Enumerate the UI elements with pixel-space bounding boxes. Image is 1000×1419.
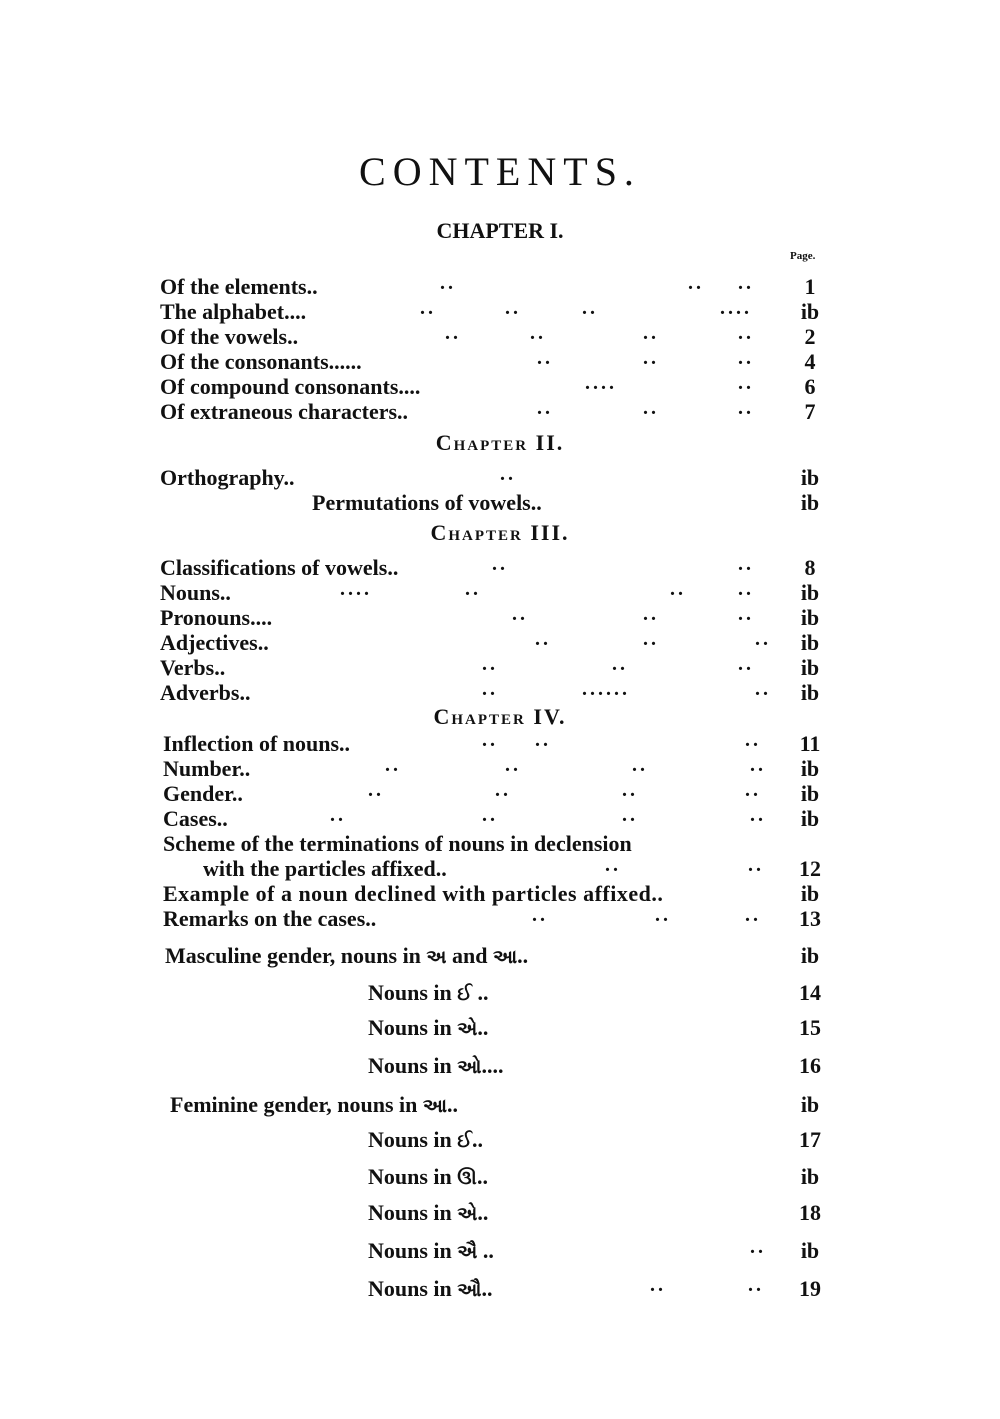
leader-dots: .. (738, 653, 754, 675)
entry-label-text: Nouns in (368, 1127, 452, 1152)
leader-dots: .. (482, 678, 498, 700)
leader-dots: .. (440, 272, 456, 294)
leader-dots: .. (492, 553, 508, 575)
entry-label-text: Nouns in (368, 980, 452, 1005)
gujarati-letter: એ (457, 1203, 478, 1225)
leader-dots: .. (445, 322, 461, 344)
leader-dots: .... (720, 297, 752, 319)
entry-label-dots: .. (482, 1238, 494, 1263)
entry-label: Pronouns.... (160, 605, 273, 630)
entry-label-and: and (451, 943, 488, 968)
gujarati-letter: ઈ (457, 1130, 472, 1152)
leader-dots: .. (738, 272, 754, 294)
leader-dots: .. (643, 347, 659, 369)
leader-dots: .. (537, 347, 553, 369)
entry-page: 8 (804, 555, 816, 580)
leader-dots: .. (755, 678, 771, 700)
entry-label (368, 1164, 488, 1191)
entry-label (368, 1276, 492, 1303)
entry-label: Adjectives.. (160, 630, 269, 655)
entry-label-dots: .. (477, 1015, 489, 1040)
entry-page: 11 (799, 731, 821, 756)
entry-label: Of the consonants...... (160, 349, 362, 374)
chapter-1-heading: CHAPTER I. (436, 218, 564, 243)
entry-label-text: Feminine gender, nouns in (170, 1092, 418, 1117)
leader-dots: .. (582, 297, 598, 319)
entry-label-dots: .. (481, 1276, 493, 1301)
gujarati-letter: ઐ (457, 1241, 478, 1263)
entry-label: Gender.. (163, 781, 243, 806)
entry-page: 18 (799, 1200, 821, 1225)
entry-page: ib (800, 881, 820, 906)
chapter-4-heading: Chapter IV. (433, 704, 567, 729)
entry-label-text: Nouns in (368, 1164, 452, 1189)
leader-dots: .. (738, 578, 754, 600)
entry-label-dots: .. (471, 1127, 483, 1152)
scheme-line-2: with the particles affixed.. (203, 856, 447, 881)
page-column-header: Page. (790, 250, 816, 262)
scheme-line-1: Scheme of the terminations of nouns in declension (163, 831, 632, 856)
leader-dots: ...... (582, 678, 630, 700)
leader-dots: .. (738, 347, 754, 369)
entry-label-dots: .. (517, 943, 529, 968)
entry-page: 17 (799, 1127, 821, 1152)
leader-dots: .. (530, 322, 546, 344)
chapter-2-heading: Chapter II. (435, 430, 565, 455)
entry-label-text: Nouns in (368, 1015, 452, 1040)
leader-dots: .. (745, 729, 761, 751)
leader-dots: .. (738, 553, 754, 575)
entry-page: ib (800, 756, 820, 781)
entry-page: 14 (799, 980, 821, 1005)
entry-label (368, 1053, 503, 1080)
entry-page: ib (800, 465, 820, 490)
entry-label-text: Nouns in (368, 1200, 452, 1225)
leader-dots: .. (655, 904, 671, 926)
leader-dots: .. (643, 603, 659, 625)
leader-dots: .. (495, 779, 511, 801)
entry-label-text: Masculine gender, nouns in (165, 943, 421, 968)
leader-dots: .. (605, 854, 621, 876)
leader-dots: .. (748, 854, 764, 876)
entry-label (368, 1200, 488, 1227)
leader-dots: .. (643, 397, 659, 419)
entry-page: ib (800, 1164, 820, 1189)
gujarati-letter: એ (457, 1018, 478, 1040)
leader-dots: .. (643, 628, 659, 650)
entry-page: 4 (804, 349, 816, 374)
gujarati-letter: આ (492, 946, 518, 968)
leader-dots: .. (650, 1274, 666, 1296)
entry-page: ib (800, 943, 820, 968)
entry-page: ib (800, 1092, 820, 1117)
entry-page: ib (800, 1238, 820, 1263)
entry-page: ib (800, 806, 820, 831)
leader-dots: .. (622, 779, 638, 801)
leader-dots: .. (330, 804, 346, 826)
gujarati-letter: આ (422, 1095, 448, 1117)
entry-label: Of compound consonants.... (160, 374, 421, 399)
entry-label-text: Nouns in (368, 1276, 452, 1301)
leader-dots: .. (612, 653, 628, 675)
leader-dots: .. (500, 463, 516, 485)
entry-page: 7 (804, 399, 816, 424)
entry-label (368, 980, 488, 1007)
leader-dots: .. (420, 297, 436, 319)
entry-label (165, 943, 528, 970)
entry-label (368, 1238, 494, 1265)
entry-label-text: Nouns in (368, 1053, 452, 1078)
entry-label-dots: .. (477, 980, 489, 1005)
scheme-entry[interactable] (163, 831, 773, 881)
leader-dots: .. (748, 1274, 764, 1296)
entry-page: ib (800, 630, 820, 655)
leader-dots: .. (482, 804, 498, 826)
entry-label: Orthography.. (160, 465, 295, 490)
entry-label-dots: .. (477, 1200, 489, 1225)
leader-dots: .. (535, 628, 551, 650)
entry-label-text: Nouns in (368, 1238, 452, 1263)
leader-dots: .. (670, 578, 686, 600)
leader-dots: .. (535, 729, 551, 751)
entry-label: Adverbs.. (160, 680, 251, 705)
leader-dots: .. (482, 729, 498, 751)
entry-label: The alphabet.... (160, 299, 307, 324)
leader-dots: .. (643, 322, 659, 344)
entry-label: Of the elements.. (160, 274, 318, 299)
entry-page: 19 (799, 1276, 821, 1301)
leader-dots: .. (738, 603, 754, 625)
leader-dots: .. (750, 754, 766, 776)
entry-label: Permutations of vowels.. (312, 490, 542, 515)
leader-dots: .. (738, 397, 754, 419)
entry-label (368, 1127, 483, 1154)
entry-label: Inflection of nouns.. (163, 731, 351, 756)
entry-label: Classifications of vowels.. (160, 555, 399, 580)
entry-page: 6 (804, 374, 816, 399)
gujarati-letter: ઊ (457, 1167, 477, 1189)
leader-dots: .. (755, 628, 771, 650)
gujarati-letter: અ (426, 946, 447, 968)
leader-dots: .. (622, 804, 638, 826)
leader-dots: .. (482, 653, 498, 675)
entry-page: ib (800, 605, 820, 630)
leader-dots: .. (505, 754, 521, 776)
entry-page: ib (800, 680, 820, 705)
gujarati-letter: ઔ (457, 1279, 482, 1301)
entry-label: Of the vowels.. (160, 324, 299, 349)
leader-dots: .. (465, 578, 481, 600)
leader-dots: .. (738, 322, 754, 344)
entry-label: Of extraneous characters.. (160, 399, 409, 424)
entry-label: Verbs.. (160, 655, 226, 680)
entry-label (368, 1015, 488, 1042)
leader-dots: .. (368, 779, 384, 801)
entry-label: Number.. (163, 756, 251, 781)
entry-page: 16 (799, 1053, 821, 1078)
entry-label-dots: .. (447, 1092, 459, 1117)
leader-dots: .. (632, 754, 648, 776)
entry-page: 12 (799, 856, 821, 881)
gujarati-letter: ઈ (457, 983, 472, 1005)
leader-dots: .... (585, 372, 617, 394)
leader-dots: .. (750, 1236, 766, 1258)
entry-page: 13 (799, 906, 821, 931)
gujarati-letter: ઓ (457, 1056, 482, 1078)
leader-dots: .. (537, 397, 553, 419)
entry-label: Cases.. (163, 806, 228, 831)
leader-dots: .. (738, 372, 754, 394)
entry-label (170, 1092, 458, 1119)
leader-dots: .. (688, 272, 704, 294)
entry-label: Remarks on the cases.. (163, 906, 377, 931)
entry-label: Example of a noun declined with particles affixed.. (163, 881, 664, 906)
leader-dots: .. (512, 603, 528, 625)
leader-dots: .. (750, 804, 766, 826)
page-title: CONTENTS. (359, 149, 641, 194)
entry-page: 2 (804, 324, 816, 349)
entry-page: 15 (799, 1015, 821, 1040)
leader-dots: .. (532, 904, 548, 926)
chapter-3-heading: Chapter III. (430, 520, 570, 545)
entry-label: Nouns.. (160, 580, 231, 605)
entry-label-dots: .... (481, 1053, 504, 1078)
entry-page: 1 (804, 274, 816, 299)
entry-page: ib (800, 655, 820, 680)
leader-dots: .. (505, 297, 521, 319)
leader-dots: .. (745, 904, 761, 926)
entry-page: ib (800, 299, 820, 324)
entry-page: ib (800, 490, 820, 515)
entry-page: ib (800, 781, 820, 806)
entry-page: ib (800, 580, 820, 605)
leader-dots: .... (340, 578, 372, 600)
leader-dots: .. (745, 779, 761, 801)
leader-dots: .. (385, 754, 401, 776)
entry-label-dots: .. (476, 1164, 488, 1189)
